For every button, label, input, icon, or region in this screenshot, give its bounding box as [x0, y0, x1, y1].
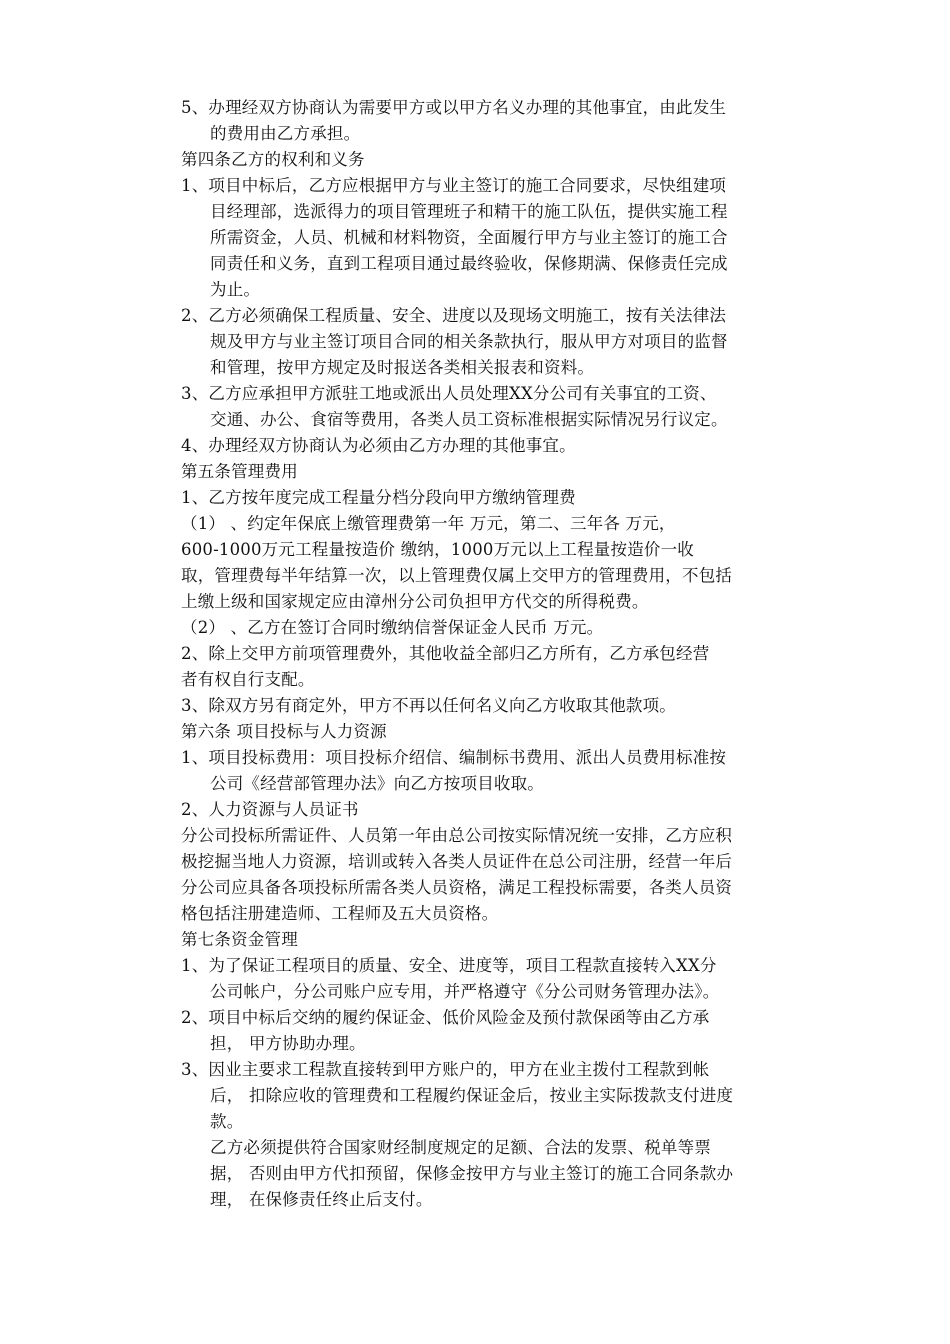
text-line: 和管理，按甲方规定及时报送各类相关报表和资料。	[210, 358, 595, 377]
text-line: 1、乙方按年度完成工程量分档分段向甲方缴纳管理费	[181, 488, 576, 507]
text-line: （2） 、乙方在签订合同时缴纳信誉保证金人民币 万元。	[181, 618, 604, 637]
text-line: 2、项目中标后交纳的履约保证金、低价风险金及预付款保函等由乙方承	[181, 1008, 710, 1027]
text-line: 3、乙方应承担甲方派驻工地或派出人员处理XX分公司有关事宜的工资、	[181, 384, 717, 403]
text-line: 所需资金，人员、机械和材料物资，全面履行甲方与业主签订的施工合	[210, 228, 728, 247]
text-line: 3、除双方另有商定外，甲方不再以任何名义向乙方收取其他款项。	[181, 696, 676, 715]
text-line: 极挖掘当地人力资源，培训或转入各类人员证件在总公司注册，经营一年后	[181, 852, 733, 871]
text-line: 600-1000万元工程量按造价 缴纳，1000万元以上工程量按造价一收	[181, 540, 694, 559]
text-line: 担， 甲方协助办理。	[210, 1034, 366, 1053]
text-line: 同责任和义务，直到工程项目通过最终验收，保修期满、保修责任完成	[210, 254, 728, 273]
section-heading: 第六条 项目投标与人力资源	[181, 722, 387, 741]
section-heading: 第四条乙方的权利和义务	[181, 150, 365, 169]
text-line: 取，管理费每半年结算一次，以上管理费仅属上交甲方的管理费用，不包括	[181, 566, 733, 585]
text-line: 1、项目中标后，乙方应根据甲方与业主签订的施工合同要求，尽快组建项	[181, 176, 727, 195]
text-line: 据， 否则由甲方代扣预留，保修金按甲方与业主签订的施工合同条款办	[210, 1164, 734, 1183]
text-line: 2、除上交甲方前项管理费外，其他收益全部归乙方所有，乙方承包经营	[181, 644, 710, 663]
text-line: 规及甲方与业主签订项目合同的相关条款执行，服从甲方对项目的监督	[210, 332, 728, 351]
text-line: 4、办理经双方协商认为必须由乙方办理的其他事宜。	[181, 436, 576, 455]
text-line: 理， 在保修责任终止后支付。	[210, 1190, 433, 1209]
text-line: 乙方必须提供符合国家财经制度规定的足额、合法的发票、税单等票	[210, 1138, 711, 1157]
text-line: 分公司应具备各项投标所需各类人员资格，满足工程投标需要，各类人员资	[181, 878, 733, 897]
text-line: 交通、办公、食宿等费用，各类人员工资标准根据实际情况另行议定。	[210, 410, 728, 429]
section-heading: 第五条管理费用	[181, 462, 298, 481]
text-line: 后， 扣除应收的管理费和工程履约保证金后，按业主实际拨款支付进度	[210, 1086, 734, 1105]
text-line: 上缴上级和国家规定应由漳州分公司负担甲方代交的所得税费。	[181, 592, 649, 611]
text-line: 2、人力资源与人员证书	[181, 800, 359, 819]
text-line: 的费用由乙方承担。	[210, 124, 361, 143]
text-line: 格包括注册建造师、工程师及五大员资格。	[181, 904, 499, 923]
text-line: 款。	[210, 1112, 244, 1131]
text-line: 目经理部，选派得力的项目管理班子和精干的施工队伍，提供实施工程	[210, 202, 728, 221]
section-heading: 第七条资金管理	[181, 930, 298, 949]
text-line: 3、因业主要求工程款直接转到甲方账户的，甲方在业主拨付工程款到帐	[181, 1060, 710, 1079]
text-line: （1） 、约定年保底上缴管理费第一年 万元，第二、三年各 万元，	[181, 514, 676, 533]
text-line: 者有权自行支配。	[181, 670, 315, 689]
text-line: 分公司投标所需证件、人员第一年由总公司按实际情况统一安排，乙方应积	[181, 826, 733, 845]
text-line: 2、乙方必须确保工程质量、安全、进度以及现场文明施工，按有关法律法	[181, 306, 727, 325]
text-line: 1、项目投标费用：项目投标介绍信、编制标书费用、派出人员费用标准按	[181, 748, 727, 767]
text-line: 5、办理经双方协商认为需要甲方或以甲方名义办理的其他事宜，由此发生	[181, 98, 727, 117]
text-line: 为止。	[210, 280, 261, 299]
text-line: 1、为了保证工程项目的质量、安全、进度等，项目工程款直接转入XX分	[181, 956, 717, 975]
text-line: 公司《经营部管理办法》向乙方按项目收取。	[210, 774, 544, 793]
text-line: 公司帐户，分公司账户应专用，并严格遵守《分公司财务管理办法》。	[210, 982, 720, 1001]
